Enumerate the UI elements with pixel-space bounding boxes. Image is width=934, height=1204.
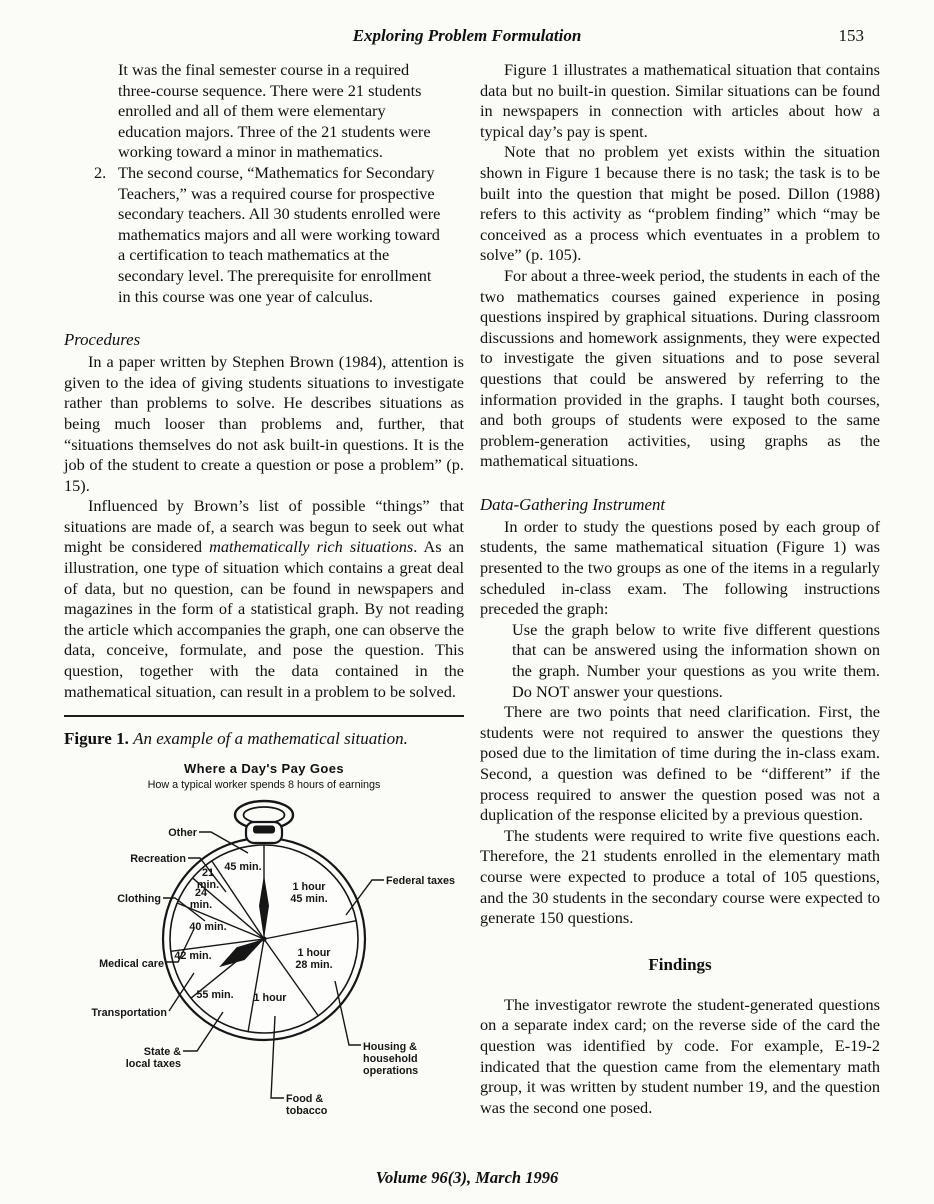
right-paragraph-4: In order to study the questions posed by each group of students, the same mathematical situation (Figure 1) was presented to the two groups as one of the items in a regularly scheduled in-class exam. The following instructions preceded the graph: — [480, 516, 880, 619]
slice-value-label: 1 hour — [253, 992, 287, 1005]
right-paragraph-2: Note that no problem yet exists within the situation shown in Figure 1 because there is no task; the task is to be built into the question that might be posed. Dillon (1988) refers to this activity as “problem finding” which “may be conceived as a process which eventuates in a problem to solve” (p. 105). — [480, 142, 880, 265]
slice-name-label: Medical care — [99, 958, 164, 971]
running-head: Exploring Problem Formulation — [352, 26, 582, 45]
slice-name-label: Other — [168, 827, 197, 840]
right-paragraph-3: For about a three-week period, the students in each of the two mathematics courses gained experience in posing questions inspired by graphical situations. During classroom discussions and homework assignments, they were expected to investigate the given situations and to pose several questions that could be answered by referring to the information provided in the graphs. I taught both courses, and both groups of students were exposed to the same problem-generation activities, using graphs as the mathematical situations. — [480, 265, 880, 471]
chart-title: Where a Day's Pay Goes — [183, 761, 345, 777]
slice-name-label: Clothing — [117, 893, 161, 906]
list-item-2-marker: 2. — [94, 162, 107, 182]
figure-caption-text: An example of a mathematical situation. — [133, 729, 408, 749]
procedures-paragraph-2 — [64, 496, 464, 702]
list-item-2 — [64, 163, 444, 307]
figure-caption — [64, 728, 464, 749]
slice-value-label: 42 min. — [174, 950, 212, 963]
list-item-1-text: It was the final semester course in a required three-course sequence. There were 21 students enrolled and all of them were elementary education majors. Three of the 21 students were working toward a minor in mathematics. — [118, 60, 431, 162]
data-gathering-heading: Data-Gathering Instrument — [480, 494, 666, 514]
right-column — [480, 60, 880, 1129]
figure-caption-label: Figure 1. — [64, 729, 129, 749]
right-paragraph-5: There are two points that need clarification. First, the students were not required to answer the questions they posed due to the limitation of time during the in-class exam. Second, a question was defined to be “different” if the process required to answer the question posed was not a duplication of the response elicited by a previous question. — [480, 702, 880, 825]
list-item-2-text: The second course, “Mathematics for Secondary Teachers,” was a required course for prospective secondary teachers. All 30 students enrolled were mathematics majors and all were working toward a certification to teach mathematics at the secondary level. The prerequisite for enrollment in this course was one year of calculus. — [118, 162, 441, 306]
slice-value-label: 1 hour 45 min. — [290, 881, 328, 906]
slice-name-label: Housing & household operations — [363, 1041, 419, 1078]
slice-value-label: 55 min. — [196, 989, 234, 1002]
procedures-heading: Procedures — [64, 330, 141, 350]
slice-value-label: 1 hour 28 min. — [295, 947, 333, 972]
right-paragraph-1: Figure 1 illustrates a mathematical situation that contains data but no built-in question. Similar situations can be found in newspapers in connection with articles about how a typical day’s pay is spent. — [480, 60, 880, 141]
slice-name-label: Transportation — [91, 1007, 167, 1020]
chart-subtitle: How a typical worker spends 8 hours of earnings — [147, 779, 381, 792]
exam-instructions-quote: Use the graph below to write five different questions that can be answered using the information shown on the graph. Number your questions as you write them. Do NOT answer your questions. — [512, 619, 880, 701]
procedures-paragraph-1: In a paper written by Stephen Brown (1984), attention is given to the idea of giving students situations to investigate rather than problems to solve. He describes situations as being much looser than problems and, further, that “situations themselves do not ask built-in questions. It is the job of the student to create a question or pose a problem” (p. 15). — [64, 352, 464, 495]
slice-name-label: State & local taxes — [125, 1046, 181, 1071]
right-paragraph-6: The students were required to write five questions each. Therefore, the 21 students enrolled in the elementary math course were expected to produce a total of 105 questions, and the 30 students in the secondary course were expected to generate 150 questions. — [480, 825, 880, 928]
crown-bow-inner — [244, 807, 285, 823]
slice-value-label: 45 min. — [224, 861, 262, 874]
hands-center-pivot — [261, 937, 266, 942]
slice-value-label: 40 min. — [189, 921, 227, 934]
left-column — [64, 60, 464, 1129]
numbered-list — [64, 60, 464, 307]
figure1-block — [64, 761, 464, 1129]
findings-heading: Findings — [648, 954, 712, 974]
figure1-watch-pie-chart — [64, 795, 464, 1129]
right-paragraph-7: The investigator rewrote the student-generated questions on a separate index card; on the reverse side of the card the question was identified by code. For example, E-19-2 indicated that the question came from the elementary math group, it was written by student number 19, and the question was the second one posed. — [480, 994, 880, 1117]
journal-footer: Volume 96(3), March 1996 — [375, 1168, 559, 1187]
slice-name-label: Recreation — [130, 853, 186, 866]
figure-divider-rule — [64, 715, 464, 717]
slice-name-label: Food & tobacco — [286, 1093, 328, 1118]
p2-italic-run: mathematically rich situations — [209, 537, 414, 557]
page-number: 153 — [838, 26, 864, 45]
slice-name-label: Federal taxes — [386, 875, 456, 888]
slice-value-label: 21 min. — [196, 867, 220, 892]
p2-run-1: Influenced by Brown’s list of possible “things” that situations are made of, a search was begun to seek out what might be considered — [64, 496, 464, 557]
list-item-1-continuation — [64, 60, 444, 163]
p2-run-2: . As an illustration, one type of situation which contains a great deal of data, but no question, can be found in newspapers and magazines in the form of a statistical graph. By not reading the article which accompanies the graph, one can observe the data, conceive, formulate, and pose the question. This question, together with the data contained in the mathematical situation, can result in a problem to be solved. — [64, 537, 465, 701]
crown-knob-band — [253, 826, 275, 834]
slice-value-label: 24 min. — [189, 887, 213, 912]
two-column-layout — [64, 60, 880, 1129]
